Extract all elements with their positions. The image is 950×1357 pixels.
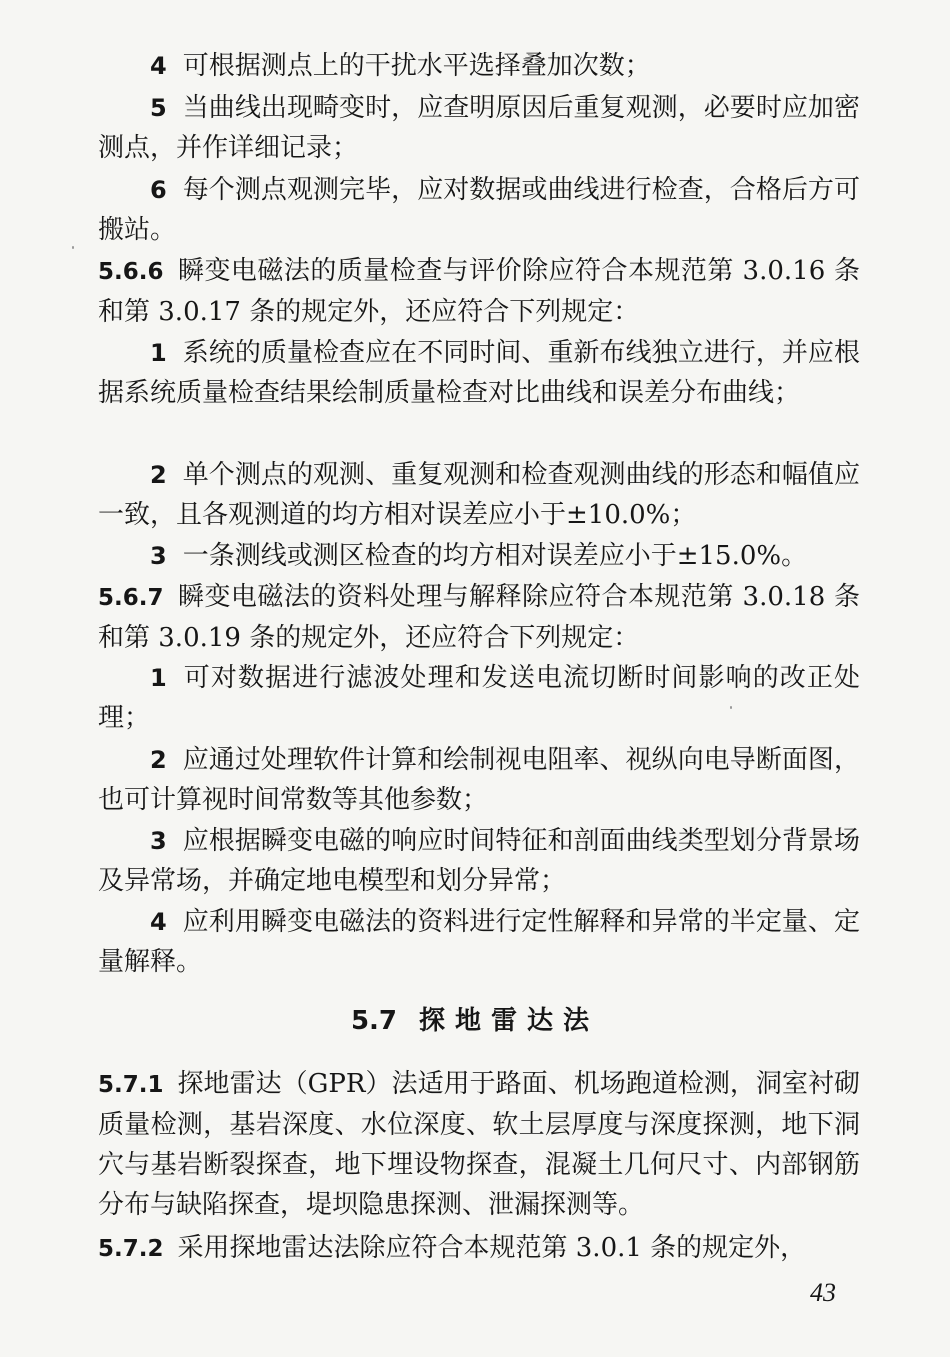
page-number: 43 bbox=[810, 1278, 836, 1307]
clause-text: 瞬变电磁法的资料处理与解释除应符合本规范第 3.0.18 条和第 3.0.19 条的规定外，还应符合下列规定： bbox=[98, 582, 860, 653]
item-number: 4 bbox=[150, 908, 167, 936]
clause-text: 瞬变电磁法的质量检查与评价除应符合本规范第 3.0.16 条和第 3.0.17 条的规定外，还应符合下列规定： bbox=[98, 256, 860, 327]
list-item bbox=[98, 740, 860, 820]
clause-number: 5.7.2 bbox=[98, 1236, 164, 1262]
clause-paragraph bbox=[98, 251, 860, 332]
item-text: 每个测点观测完毕，应对数据或曲线进行检查，合格后方可搬站。 bbox=[98, 175, 860, 245]
item-number: 2 bbox=[150, 746, 167, 774]
scan-speck bbox=[730, 706, 732, 709]
item-text: 当曲线出现畸变时，应查明原因后重复观测，必要时应加密测点，并作详细记录； bbox=[98, 93, 860, 163]
list-item bbox=[98, 902, 860, 982]
list-item bbox=[98, 536, 860, 576]
item-number: 1 bbox=[150, 339, 167, 367]
clause-number: 5.6.7 bbox=[98, 585, 164, 611]
item-number: 1 bbox=[150, 664, 167, 692]
section-number: 5.7 bbox=[350, 1006, 398, 1036]
item-number: 5 bbox=[150, 94, 167, 122]
clause-number: 5.6.6 bbox=[98, 259, 164, 285]
scan-speck bbox=[72, 246, 74, 249]
list-item bbox=[98, 88, 860, 168]
list-item bbox=[98, 46, 860, 86]
clause-paragraph bbox=[98, 1064, 860, 1225]
item-number: 3 bbox=[150, 827, 167, 855]
item-number: 6 bbox=[150, 176, 167, 204]
list-item bbox=[98, 455, 860, 535]
item-text: 系统的质量检查应在不同时间、重新布线独立进行，并应根据系统质量检查结果绘制质量检查对比曲线和误差分布曲线； bbox=[98, 338, 860, 408]
list-item bbox=[98, 170, 860, 250]
item-text: 应通过处理软件计算和绘制视电阻率、视纵向电导断面图，也可计算视时间常数等其他参数； bbox=[98, 745, 860, 815]
item-number: 3 bbox=[150, 542, 167, 570]
section-title: 探地雷达法 bbox=[419, 1006, 600, 1036]
clause-paragraph bbox=[98, 577, 860, 658]
clause-number: 5.7.1 bbox=[98, 1072, 164, 1098]
list-item bbox=[98, 658, 860, 738]
item-number: 2 bbox=[150, 461, 167, 489]
clause-paragraph bbox=[98, 1228, 860, 1269]
item-text: 可根据测点上的干扰水平选择叠加次数； bbox=[182, 51, 651, 81]
item-text: 单个测点的观测、重复观测和检查观测曲线的形态和幅值应一致，且各观测道的均方相对误差应小于±10.0%； bbox=[98, 460, 860, 530]
clause-text: 探地雷达（GPR）法适用于路面、机场跑道检测，洞室衬砌质量检测，基岩深度、水位深度、软土层厚度与深度探测，地下洞穴与基岩断裂探查，地下埋设物探查，混凝土几何尺寸、内部钢筋分布与缺陷探查，堤坝隐患探测、泄漏探测等。 bbox=[98, 1069, 860, 1220]
item-text: 一条测线或测区检查的均方相对误差应小于±15.0%。 bbox=[182, 541, 808, 571]
list-item bbox=[98, 821, 860, 901]
list-item bbox=[98, 333, 860, 413]
section-heading bbox=[0, 1001, 950, 1041]
item-text: 应根据瞬变电磁的响应时间特征和剖面曲线类型划分背景场及异常场，并确定地电模型和划分异常； bbox=[98, 826, 860, 896]
clause-text: 采用探地雷达法除应符合本规范第 3.0.1 条的规定外， bbox=[177, 1233, 807, 1263]
item-number: 4 bbox=[150, 52, 167, 80]
item-text: 可对数据进行滤波处理和发送电流切断时间影响的改正处理； bbox=[98, 663, 860, 733]
item-text: 应利用瞬变电磁法的资料进行定性解释和异常的半定量、定量解释。 bbox=[98, 907, 860, 977]
